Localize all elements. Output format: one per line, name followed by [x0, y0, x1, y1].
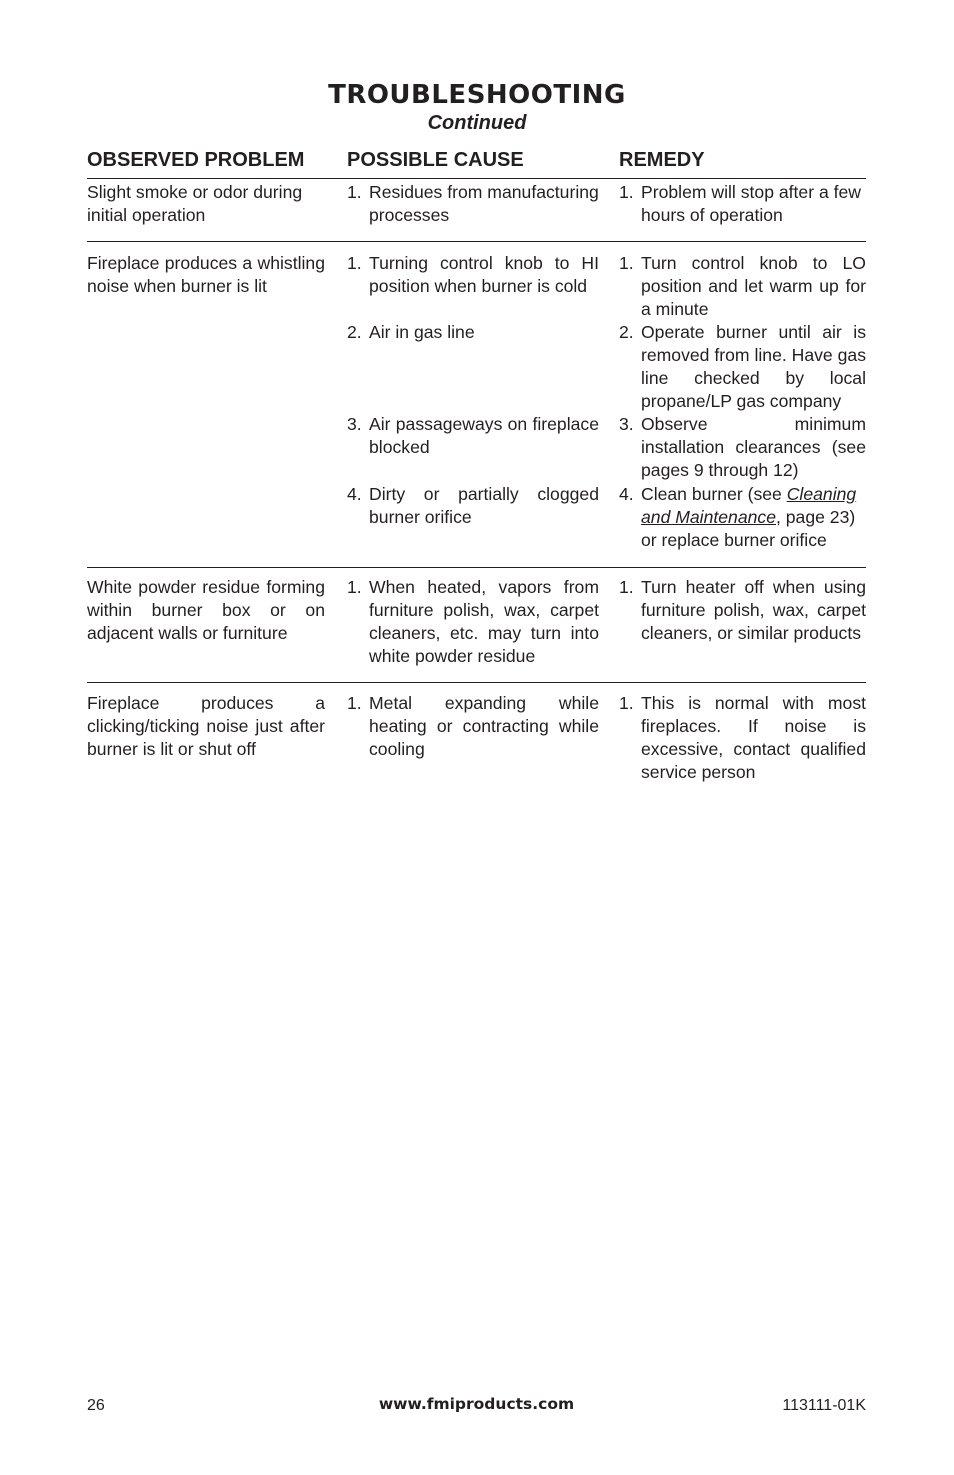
remedy-text-part: Clean burner (see [641, 484, 787, 504]
cause-text: Turning control knob to HI position when burner is cold [369, 253, 599, 296]
page-footer [87, 1395, 866, 1419]
item-number: 3. [619, 414, 634, 434]
column-header-remedy: REMEDY [619, 149, 705, 171]
observed-problem: White powder residue forming within burner box or on adjacent walls or furniture [87, 577, 325, 643]
item-number: 1. [347, 182, 362, 202]
item-number: 1. [619, 577, 634, 597]
remedy-text: Operate burner until air is removed from line. Have gas line checked by local propane/LP gas company [641, 322, 866, 411]
possible-cause [347, 252, 619, 567]
remedy-text: Problem will stop after a few hours of operation [641, 182, 862, 225]
cause-text: Residues from manufacturing processes [369, 182, 599, 225]
observed-problem: Fireplace produces a clicking/ticking noise just after burner is lit or shut off [87, 693, 325, 759]
item-number: 1. [619, 253, 634, 273]
remedy-text: Observe minimum installation clearances (see pages 9 through 12) [641, 414, 866, 480]
possible-cause [347, 576, 619, 682]
page-header [0, 78, 954, 135]
remedy [619, 181, 866, 241]
table-row [87, 568, 866, 683]
item-number: 2. [619, 322, 634, 342]
table-row [87, 242, 866, 568]
page-number: 26 [87, 1397, 105, 1414]
page-subtitle: Continued [427, 112, 527, 134]
remedy-text-part: , page 23) or replace burner orifice [641, 507, 856, 550]
troubleshooting-table [87, 145, 866, 792]
item-number: 1. [619, 693, 634, 713]
table-row [87, 683, 866, 792]
remedy-text: Turn heater off when using furniture polish, wax, carpet cleaners, or similar products [641, 577, 866, 643]
cleaning-maintenance-reference: Cleaning and Maintenance [641, 484, 857, 527]
document-code: 113111-01K [782, 1397, 866, 1414]
remedy-text: Turn control knob to LO position and let warm up for a minute [641, 253, 866, 319]
observed-problem: Fireplace produces a whistling noise when burner is lit [87, 253, 325, 296]
observed-problem: Slight smoke or odor during initial operation [87, 182, 303, 225]
item-number: 3. [347, 414, 362, 434]
item-number: 1. [347, 577, 362, 597]
item-number: 1. [619, 182, 634, 202]
item-number: 1. [347, 253, 362, 273]
remedy [619, 252, 866, 567]
table-header [87, 145, 866, 179]
item-number: 4. [619, 484, 634, 504]
website-url: www.fmiproducts.com [378, 1395, 575, 1413]
remedy [619, 692, 866, 792]
possible-cause [347, 181, 619, 241]
table-row [87, 179, 866, 242]
cause-text: Dirty or partially clogged burner orifice [369, 484, 599, 527]
item-number: 2. [347, 322, 362, 342]
column-header-cause: POSSIBLE CAUSE [347, 149, 524, 171]
cause-text: Air passageways on fireplace blocked [369, 414, 599, 457]
cause-text: Metal expanding while heating or contracting while cooling [369, 693, 599, 759]
column-header-problem: OBSERVED PROBLEM [87, 149, 305, 171]
item-number: 4. [347, 484, 362, 504]
cause-text: Air in gas line [369, 322, 475, 342]
possible-cause [347, 692, 619, 792]
item-number: 1. [347, 693, 362, 713]
cause-text: When heated, vapors from furniture polish, wax, carpet cleaners, etc. may turn into white powder residue [369, 577, 599, 666]
remedy [619, 576, 866, 682]
page-title: TROUBLESHOOTING [328, 80, 626, 110]
remedy-text: This is normal with most fireplaces. If noise is excessive, contact qualified service person [641, 693, 866, 782]
remedy-text [641, 483, 866, 552]
